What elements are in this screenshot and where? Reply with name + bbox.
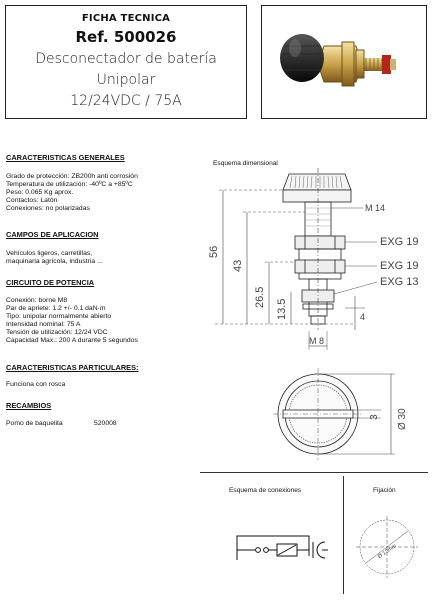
label-d43: 43 — [232, 259, 244, 272]
application-line: Vehículos ligeros, carretillas, — [6, 250, 93, 257]
spare-item: Pomo de baquelita — [6, 420, 63, 427]
section-title-particular: CARACTERISTICAS PARTICULARES: — [6, 363, 139, 372]
particular-line: Funciona con rosca — [6, 381, 66, 388]
spare-code: 520008 — [94, 420, 117, 427]
section-title-power: CIRCUITO DE POTENCIA — [6, 278, 95, 287]
battery-disconnector-photo — [262, 6, 427, 119]
label-m8: M 8 — [309, 336, 325, 346]
product-reference: Ref. 500026 — [75, 28, 177, 46]
divider — [200, 472, 428, 473]
label-d4: 4 — [360, 312, 366, 322]
label-hole-diameter: Ø 13mm — [376, 543, 398, 561]
connections-title: Esquema de conexiones — [229, 487, 302, 494]
power-line: Tensión de utilización: 12/24 VDC — [6, 329, 108, 336]
label-d3: 3 — [369, 414, 380, 420]
connection-diagram — [225, 520, 335, 570]
label-exg13: EXG 13 — [380, 276, 419, 288]
dimensional-drawing — [195, 168, 434, 468]
power-line: Conexión: borne M8 — [6, 297, 68, 304]
fixing-title: Fijación — [373, 487, 396, 494]
power-line: Capacidad Max.: 200 A durante 5 segundos — [6, 337, 138, 344]
power-line: Intensidad nominal: 75 A — [6, 321, 81, 328]
product-photo — [261, 5, 427, 119]
label-m14: M 14 — [365, 203, 386, 213]
general-line: Peso: 0.065 Kg aprox. — [6, 189, 74, 196]
dimensional-title: Esquema dimensional — [213, 160, 278, 167]
fixing-hole-diagram — [352, 512, 422, 582]
application-list — [6, 250, 103, 266]
label-d56: 56 — [208, 245, 220, 258]
section-title-application: CAMPOS DE APLICACION — [6, 230, 99, 239]
product-name-line3: 12/24VDC / 75A — [70, 93, 182, 109]
label-exg19-lower: EXG 19 — [380, 260, 419, 272]
sheet-label: FICHA TECNICA — [81, 13, 171, 24]
divider — [343, 476, 344, 594]
label-exg19-upper: EXG 19 — [380, 236, 419, 248]
section-title-general: CARACTERISTICAS GENERALES — [6, 153, 125, 162]
label-d26-5: 26.5 — [254, 286, 266, 308]
general-list — [6, 173, 138, 213]
power-list — [6, 297, 138, 345]
label-d30: Ø 30 — [397, 408, 408, 430]
general-line: Temperatura de utilización: -40ºC a +85ºC — [6, 181, 133, 188]
general-line: Contactos: Latón — [6, 197, 58, 204]
product-name-line2: Unipolar — [96, 72, 156, 88]
general-line: Conexiones: no polarizadas — [6, 205, 90, 212]
title-block — [5, 5, 247, 119]
label-d13-5: 13.5 — [276, 298, 288, 320]
application-line: maquinaria agrícola, industria ... — [6, 258, 103, 265]
section-title-spares: RECAMBIOS — [6, 401, 52, 410]
general-line: Grado de protección: ZB200h anti corrosión — [6, 173, 138, 180]
power-line: Par de apriete: 1.2 +/- 0.1 daN·m — [6, 305, 106, 312]
product-name-line1: Desconectador de batería — [35, 51, 217, 67]
power-line: Tipo: unipolar normalmente abierto — [6, 313, 112, 320]
